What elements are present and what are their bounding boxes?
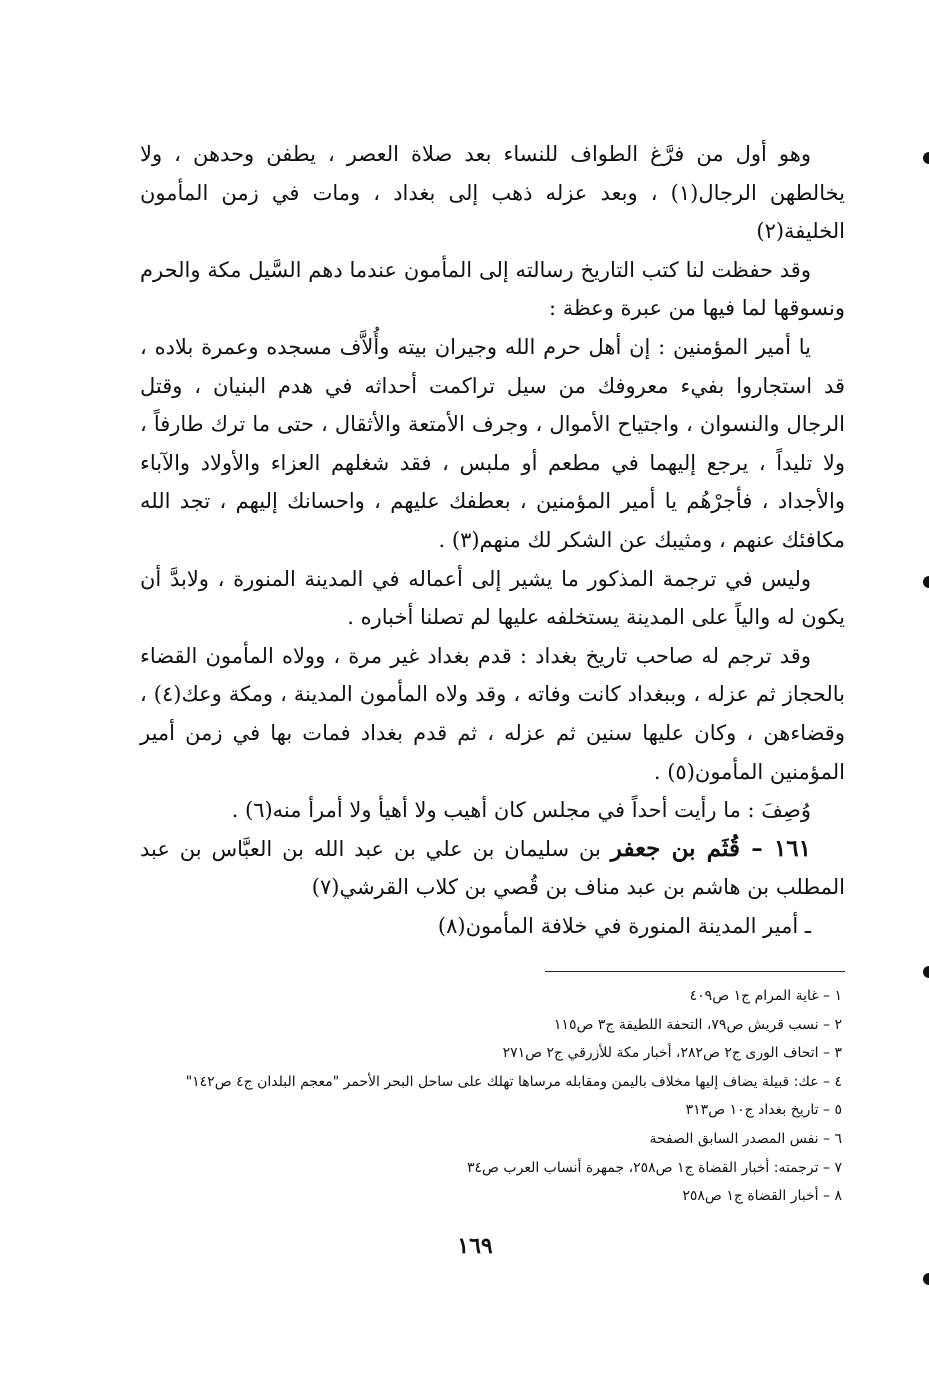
paragraph: وليس في ترجمة المذكور ما يشير إلى أعماله في المدينة المنورة ، ولابدَّ أن يكون له والياً على المدينة يستخلفه عليها لم تصلنا أخباره . — [140, 566, 845, 630]
entry-note: ـ أمير المدينة المنورة في خلافة المأمون(٨) — [437, 913, 811, 938]
entry-text: بن سليمان بن علي بن عبد الله بن العبَّاس بن عبد المطلب بن هاشم بن عبد مناف بن قُصي بن كلاب القرشي(٧) — [140, 836, 845, 900]
footnotes — [150, 982, 842, 1211]
binding-hole-mark — [923, 576, 929, 588]
entry-heading: ١٦١ – قُثَم بن جعفر — [610, 834, 811, 862]
footnote: ٦ – نفس المصدر السابق الصفحة — [649, 1130, 842, 1147]
paragraph: وقد حفظت لنا كتب التاريخ رسالته إلى المأمون عندما دهم السَّيل مكة والحرم ونسوقها لما فيها من عبرة وعظة : — [140, 257, 845, 321]
paragraph: يا أمير المؤمنين : إن أهل حرم الله وجيران بيته وأُلاَّف مسجده وعمرة بلاده ، قد استجاروا بفيء معروفك من سيل تراكمت أحداثه في هدم البنيان ، وقتل الرجال والنسوان ، واجتياح الأموال ، وجرف الأمتعة والأثقال ، حتى ما ترك طارفاً ، ولا تليداً ، يرجع إليهما في مطعم أو ملبس ، فقد شغلهم العزاء والأولاد والآباء والأجداد ، فأجرْهُم يا أمير المؤمنين ، بعطفك عليهم ، واحسانك إليهم ، تجد الله مكافئك عنهم ، ومثيبك عن الشكر لك منهم(٣) . — [140, 334, 845, 552]
main-text — [140, 135, 845, 945]
page-number: ١٦٩ — [457, 1233, 493, 1259]
paragraph: وهو أول من فرَّغ الطواف للنساء بعد صلاة العصر ، يطفن وحدهن ، ولا يخالطهن الرجال(١) ، وبعد عزله ذهب إلى بغداد ، ومات في زمن المأمون الخليفة(٢) — [140, 142, 845, 244]
footnote-separator — [545, 971, 845, 972]
binding-hole-mark — [923, 1273, 929, 1285]
footnote: ٥ – تاريخ بغداد ج١٠ ص٣١٣ — [685, 1102, 842, 1119]
binding-hole-mark — [923, 152, 929, 164]
footnote: ٣ – اتحاف الورى ج٢ ص٢٨٢، أخبار مكة للأزرقي ج٢ ص٢٧١ — [502, 1045, 842, 1062]
footnote: ١ – غاية المرام ج١ ص٤٠٩ — [689, 988, 842, 1004]
footnote: ٢ – نسب قريش ص٧٩، التحفة اللطيفة ج٣ ص١١٥ — [553, 1016, 842, 1033]
footnote: ٤ – عك: قبيلة يضاف إليها مخلاف باليمن ومقابله مرساها تهلك على ساحل البحر الأحمر "معجم البلدان ج٤ ص١٤٢" — [185, 1073, 842, 1090]
footnote: ٧ – ترجمته: أخبار القضاة ج١ ص٢٥٨، جمهرة أنساب العرب ص٣٤ — [467, 1159, 842, 1176]
paragraph: وُصِفَ : ما رأيت أحداً في مجلس كان أهيب ولا أهيأ ولا أمرأ منه(٦) . — [231, 798, 811, 823]
paragraph: وقد ترجم له صاحب تاريخ بغداد : قدم بغداد غير مرة ، وولاه المأمون القضاء بالحجاز ثم عزله ، وببغداد كانت وفاته ، وقد ولاه المأمون المدينة ، ومكة وعك(٤) ، وقضاءهن ، وكان عليها سنين ثم عزله ، ثم قدم بغداد فمات بها في زمن أمير المؤمنين المأمون(٥) . — [140, 643, 845, 784]
binding-hole-mark — [923, 966, 929, 978]
footnote: ٨ – أخبار القضاة ج١ ص٢٥٨ — [682, 1188, 842, 1205]
biography-entry — [140, 830, 845, 907]
